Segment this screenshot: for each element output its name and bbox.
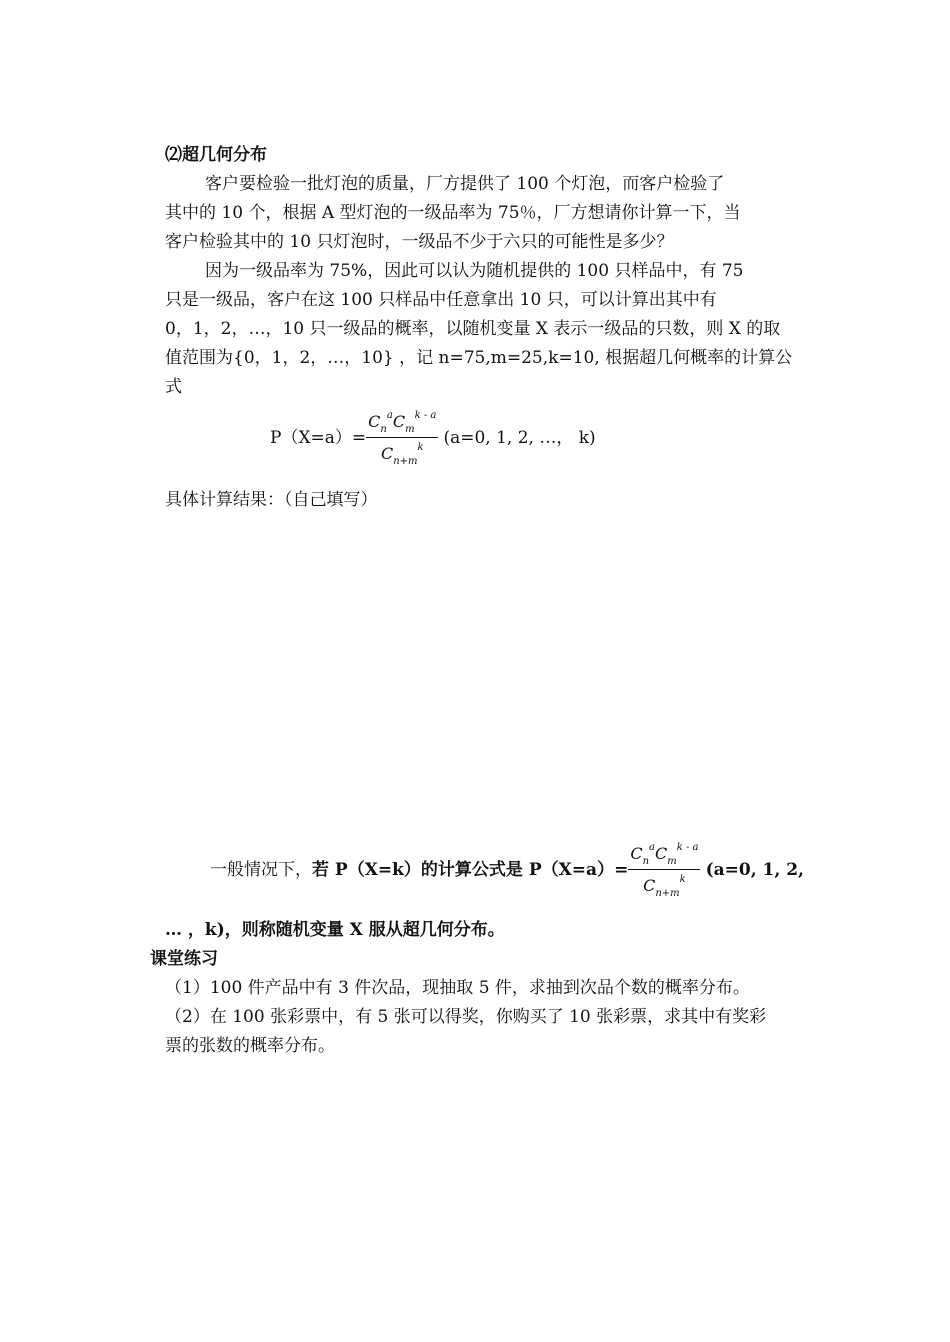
- general-fraction: [628, 842, 700, 899]
- general-after: (a=0, 1, 2,: [705, 860, 804, 880]
- general-line-2: … ，k)，则称随机变量 X 服从超几何分布。: [165, 920, 505, 940]
- general-numerator: $C_n^aC_m^{k - a}$: [628, 842, 700, 870]
- exercise-title: 课堂练习: [150, 949, 218, 969]
- exercise-2-line-1: （2）在 100 张彩票中，有 5 张可以得奖，你购买了 10 张彩票，求其中有奖彩: [165, 1007, 767, 1027]
- formula-left: P（X=a）=: [270, 428, 367, 448]
- general-bold-part: 若 P（X=k）的计算公式是 P（X=a）=: [312, 860, 629, 880]
- section-title: ⑵超几何分布: [165, 145, 267, 165]
- exercise-2-line-2: 票的张数的概率分布。: [165, 1036, 335, 1056]
- formula-numerator: $C_n^aC_m^{k - a}$: [366, 410, 438, 438]
- general-prefix: 一般情况下，: [210, 860, 312, 880]
- para2-line-3: 0，1，2，…，10 只一级品的概率，以随机变量 X 表示一级品的只数，则 X 的取: [165, 319, 781, 339]
- formula-denominator: $C_{n+m}^k$: [380, 442, 424, 467]
- general-statement: [210, 842, 804, 899]
- para2-line-1: 因为一级品率为 75%，因此可以认为随机提供的 100 只样品中，有 75: [205, 261, 744, 281]
- para2-line-4: 值范围为{0，1，2，…，10} ，记 n=75,m=25,k=10, 根据超几何概率的计算公: [165, 348, 793, 368]
- formula-fraction: [366, 410, 438, 467]
- result-label: 具体计算结果：（自己填写）: [165, 490, 378, 510]
- formula-right: (a=0, 1, 2, …， k): [443, 428, 596, 448]
- para2-line-5: 式: [165, 377, 182, 397]
- exercise-1: （1）100 件产品中有 3 件次品，现抽取 5 件，求抽到次品个数的概率分布。: [165, 978, 750, 998]
- general-denominator: $C_{n+m}^k$: [643, 874, 686, 899]
- para1-line-3: 客户检验其中的 10 只灯泡时，一级品不少于六只的可能性是多少？: [165, 232, 674, 252]
- para1-line-2: 其中的 10 个，根据 A 型灯泡的一级品率为 75％，厂方想请你计算一下，当: [165, 203, 741, 223]
- hypergeometric-formula: [270, 410, 596, 467]
- para2-line-2: 只是一级品，客户在这 100 只样品中任意拿出 10 只，可以计算出其中有: [165, 290, 717, 310]
- para1-line-1: 客户要检验一批灯泡的质量，厂方提供了 100 个灯泡，而客户检验了: [205, 174, 725, 194]
